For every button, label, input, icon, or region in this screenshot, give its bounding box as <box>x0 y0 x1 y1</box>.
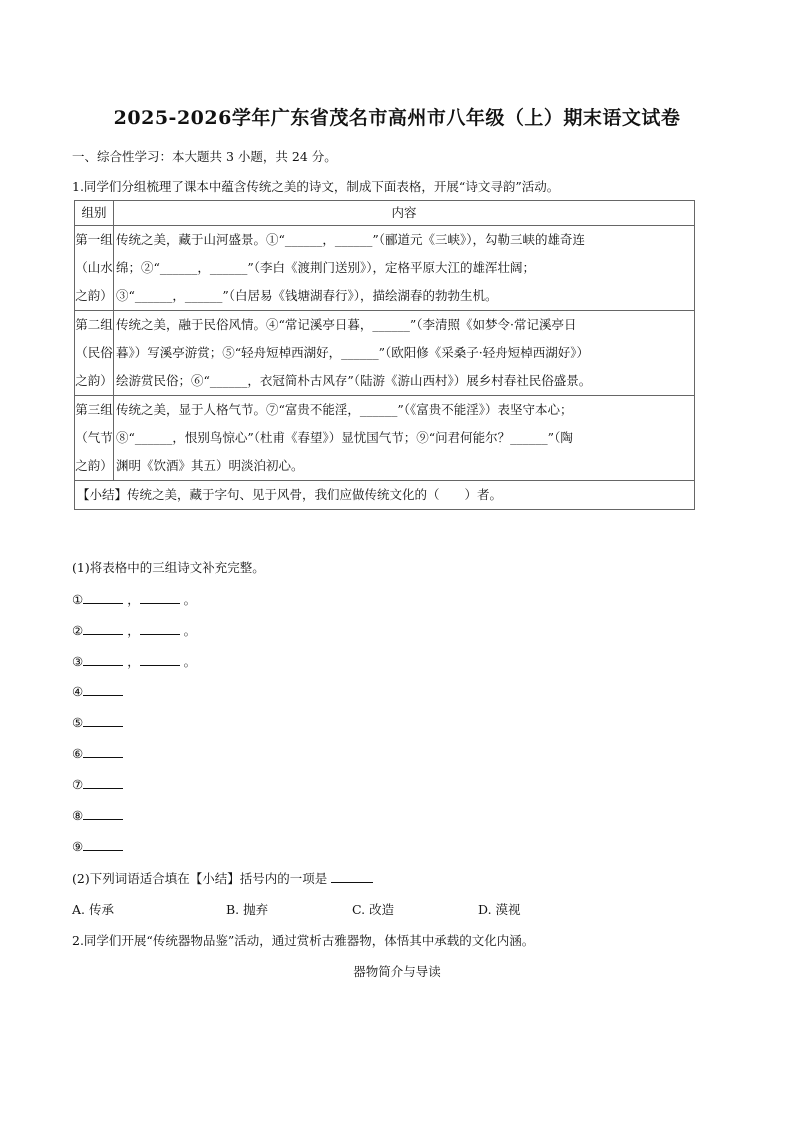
answer-line-2: ② ， 。 <box>72 623 197 638</box>
sub-question-2 <box>72 869 373 887</box>
answer-blank[interactable] <box>140 653 180 666</box>
content-line: 传统之美，藏于山河盛景。①“______，______”（郦道元《三峡》），勾勒三峡的雄奇连 <box>116 232 586 247</box>
content-line: 绵；②“______，______”（李白《渡荆门送别》），定格平原大江的雄浑壮阔； <box>116 260 536 275</box>
answer-line-7 <box>72 776 123 792</box>
poetry-table <box>74 200 695 510</box>
content-line: ③“______，______”（白居易《钱塘湖春行》），描绘湖春的勃勃生机。 <box>116 288 498 303</box>
table-row <box>75 396 695 481</box>
answer-line-8 <box>72 807 123 823</box>
question-2-stem: 2.同学们开展“传统器物品鉴”活动，通过赏析古雅器物，体悟其中承载的文化内涵。 <box>72 933 535 948</box>
group-cell <box>75 226 114 311</box>
answer-line-9 <box>72 838 123 854</box>
answer-blank[interactable] <box>140 591 180 604</box>
option-a[interactable]: A. 传承 <box>72 902 114 917</box>
answer-label: ⑤ <box>72 715 84 730</box>
group-line: 第三组 <box>75 402 113 417</box>
table-row <box>75 226 695 311</box>
answer-blank[interactable] <box>83 838 123 851</box>
q2-subtitle: 器物简介与导读 <box>353 964 441 979</box>
group-line: 之韵） <box>75 458 113 473</box>
content-cell <box>114 396 695 481</box>
exam-title: 2025-2026学年广东省茂名市高州市八年级（上）期末语文试卷 <box>113 107 681 129</box>
group-line: 第一组 <box>75 232 113 247</box>
content-line: ⑧“______，恨别鸟惊心”（杜甫《春望》）显忧国气节；⑨“问君何能尔？______”（陶 <box>116 430 573 445</box>
option-c[interactable]: C. 改造 <box>352 902 395 917</box>
group-line: 第二组 <box>75 317 113 332</box>
answer-line-5 <box>72 714 123 730</box>
content-cell <box>114 311 695 396</box>
option-d[interactable]: D. 漠视 <box>478 902 521 917</box>
summary-cell: 【小结】传统之美，藏于字句、见于风骨，我们应做传统文化的（ ）者。 <box>75 481 695 510</box>
group-line: （民俗 <box>75 345 113 360</box>
answer-blank[interactable] <box>83 807 123 820</box>
answer-line-3: ③ ， 。 <box>72 654 197 669</box>
content-cell <box>114 226 695 311</box>
sub-question-2-text: (2)下列词语适合填在【小结】括号内的一项是 <box>72 871 328 886</box>
option-b[interactable]: B. 抛弃 <box>226 902 269 917</box>
group-cell <box>75 311 114 396</box>
answer-blank[interactable] <box>140 622 180 635</box>
answer-label: ④ <box>72 684 84 699</box>
answer-label: ⑦ <box>72 777 84 792</box>
content-line: 暮》）写溪亭游赏；⑤“轻舟短棹西湖好，______”（欧阳修《采桑子·轻舟短棹西湖好》） <box>116 345 590 360</box>
answer-label: ⑥ <box>72 746 84 761</box>
content-line: 传统之美，融于民俗风情。④“常记溪亭日暮，______”（李清照《如梦令·常记溪亭日 <box>116 317 577 332</box>
answer-blank[interactable] <box>331 870 373 883</box>
sub-question-1: (1)将表格中的三组诗文补充完整。 <box>72 560 265 575</box>
question-1-stem: 1.同学们分组梳理了课本中蕴含传统之美的诗文，制成下面表格，开展“诗文寻韵”活动。 <box>72 179 560 194</box>
answer-label: ② <box>72 623 84 638</box>
answer-line-6 <box>72 745 123 761</box>
answer-blank[interactable] <box>83 622 123 635</box>
group-cell <box>75 396 114 481</box>
table-row <box>75 311 695 396</box>
answer-blank[interactable] <box>83 683 123 696</box>
section-heading: 一、综合性学习：本大题共 3 小题，共 24 分。 <box>72 149 337 164</box>
group-line: 之韵） <box>75 288 113 303</box>
answer-label: ⑧ <box>72 808 84 823</box>
header-content: 内容 <box>114 201 695 226</box>
content-line: 绘游赏民俗；⑥“______，衣冠简朴古风存”（陆游《游山西村》）展乡村春社民俗盛景。 <box>116 373 592 388</box>
answer-blank[interactable] <box>83 591 123 604</box>
answer-line-4 <box>72 683 123 699</box>
summary-row <box>75 481 695 510</box>
group-line: （山水 <box>75 260 113 275</box>
answer-label: ③ <box>72 654 84 669</box>
content-line: 渊明《饮酒》其五）明淡泊初心。 <box>116 458 304 473</box>
answer-blank[interactable] <box>83 776 123 789</box>
content-line: 传统之美，显于人格气节。⑦“富贵不能淫，______”（《富贵不能淫》）表坚守本心； <box>116 402 573 417</box>
header-group: 组别 <box>75 201 114 226</box>
answer-blank[interactable] <box>83 745 123 758</box>
answer-blank[interactable] <box>83 714 123 727</box>
table-header-row <box>75 201 695 226</box>
answer-line-1: ① ， 。 <box>72 592 197 607</box>
group-line: （气节 <box>75 430 113 445</box>
answer-label: ⑨ <box>72 839 84 854</box>
answer-blank[interactable] <box>83 653 123 666</box>
answer-label: ① <box>72 592 84 607</box>
group-line: 之韵） <box>75 373 113 388</box>
